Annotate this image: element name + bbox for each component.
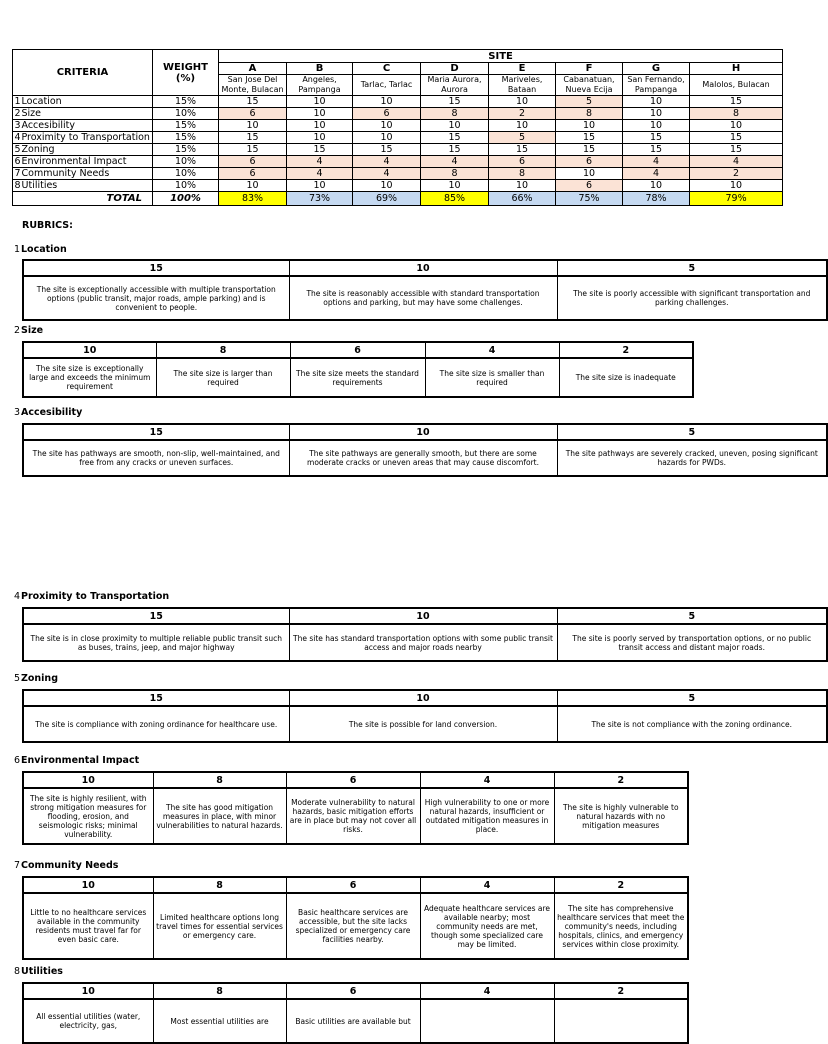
rubric-number: 4	[13, 591, 20, 602]
rubric-score: 5	[557, 424, 827, 440]
site-score: 4	[421, 156, 489, 168]
rubric-number: 8	[13, 966, 20, 977]
rubric-description	[420, 999, 554, 1043]
rubric-title: Zoning	[21, 673, 58, 684]
site-score: 15	[421, 96, 489, 108]
rubric-score: 10	[289, 424, 557, 440]
criterion-weight: 10%	[153, 168, 219, 180]
site-score: 8	[421, 168, 489, 180]
site-score: 10	[623, 96, 690, 108]
site-name: San Fernando, Pampanga	[623, 75, 690, 96]
site-score: 10	[489, 180, 556, 192]
site-score: 6	[219, 168, 287, 180]
site-score: 15	[353, 144, 421, 156]
site-score: 6	[489, 156, 556, 168]
site-score: 4	[353, 168, 421, 180]
site-letter: C	[353, 63, 421, 75]
rubric-score: 8	[153, 983, 286, 999]
criterion-name: Utilities	[22, 180, 153, 192]
rubric-number: 6	[13, 755, 20, 766]
site-score: 5	[489, 132, 556, 144]
site-letter: E	[489, 63, 556, 75]
rubric-description: The site is reasonably accessible with standard transportation options and parking, but may have some challenges.	[289, 276, 557, 320]
criteria-row	[13, 144, 783, 156]
criterion-weight: 10%	[153, 108, 219, 120]
site-name: San Jose Del Monte, Bulacan	[219, 75, 287, 96]
rubric-table-proximity-to-transportation	[22, 607, 828, 662]
site-score: 4	[287, 168, 353, 180]
rubrics-label: RUBRICS:	[22, 220, 73, 231]
rubric-description: The site size meets the standard requirements	[290, 358, 425, 397]
site-letter: F	[556, 63, 623, 75]
rubric-description: The site size is larger than required	[156, 358, 290, 397]
criteria-row	[13, 132, 783, 144]
site-score: 15	[219, 132, 287, 144]
site-letter: G	[623, 63, 690, 75]
rubric-description: Moderate vulnerability to natural hazards, basic mitigation efforts are in place but may not cover all risks.	[286, 788, 420, 844]
total-weight: 100%	[153, 192, 219, 206]
site-header: SITE	[219, 50, 783, 63]
site-score: 10	[489, 96, 556, 108]
rubric-score: 8	[156, 342, 290, 358]
criteria-table	[12, 49, 783, 206]
criterion-weight: 10%	[153, 180, 219, 192]
site-score: 4	[287, 156, 353, 168]
rubric-score: 4	[420, 983, 554, 999]
rubric-description: The site has comprehensive healthcare services that meet the community's needs, including hospitals, clinics, and emergency services within close proximity.	[554, 893, 688, 959]
criterion-name: Community Needs	[22, 168, 153, 180]
rubric-title: Proximity to Transportation	[21, 591, 170, 602]
criterion-name: Accesibility	[22, 120, 153, 132]
rubric-score: 2	[554, 983, 688, 999]
rubric-description: The site size is exceptionally large and exceeds the minimum requirement	[23, 358, 156, 397]
site-score: 10	[287, 120, 353, 132]
site-score: 10	[219, 180, 287, 192]
rubric-score: 15	[23, 260, 289, 276]
rubric-score: 10	[23, 877, 153, 893]
site-score: 15	[421, 132, 489, 144]
site-score: 10	[287, 132, 353, 144]
site-name: Tarlac, Tarlac	[353, 75, 421, 96]
site-letter: B	[287, 63, 353, 75]
site-score: 15	[690, 132, 783, 144]
rubric-title: Utilities	[21, 966, 63, 977]
rubric-title: Community Needs	[21, 860, 119, 871]
site-score: 10	[623, 108, 690, 120]
rubric-title-proximity-to-transportation	[13, 591, 169, 602]
rubric-description: The site is poorly accessible with significant transportation and parking challenges.	[557, 276, 827, 320]
criterion-weight: 15%	[153, 132, 219, 144]
site-score: 8	[690, 108, 783, 120]
rubric-description: High vulnerability to one or more natural hazards, insufficient or outdated mitigation measures in place.	[420, 788, 554, 844]
rubric-description: The site is exceptionally accessible with multiple transportation options (public transit, major roads, ample parking) and is convenient to people.	[23, 276, 289, 320]
criterion-weight: 15%	[153, 96, 219, 108]
rubric-description: The site is highly vulnerable to natural hazards with no mitigation measures	[554, 788, 688, 844]
criteria-row	[13, 96, 783, 108]
site-score: 6	[219, 108, 287, 120]
site-score: 15	[556, 144, 623, 156]
site-score: 10	[623, 180, 690, 192]
rubric-number: 5	[13, 673, 20, 684]
site-score: 6	[353, 108, 421, 120]
row-number: 6	[14, 156, 21, 167]
rubric-description	[554, 999, 688, 1043]
site-score: 10	[556, 168, 623, 180]
site-score: 8	[489, 168, 556, 180]
rubric-table-zoning	[22, 689, 828, 743]
rubric-description: Limited healthcare options long travel times for essential services or emergency care.	[153, 893, 286, 959]
rubric-score: 2	[554, 772, 688, 788]
site-letter: H	[690, 63, 783, 75]
total-row	[13, 192, 783, 206]
site-score: 4	[353, 156, 421, 168]
rubric-score: 4	[425, 342, 559, 358]
site-letter: A	[219, 63, 287, 75]
rubric-description: Basic utilities are available but	[286, 999, 420, 1043]
rubric-description: Adequate healthcare services are available nearby; most community needs are met, though some specialized care may be limited.	[420, 893, 554, 959]
site-score: 6	[556, 156, 623, 168]
criterion-name: Size	[22, 108, 153, 120]
site-name: Cabanatuan, Nueva Ecija	[556, 75, 623, 96]
rubric-score: 5	[557, 260, 827, 276]
site-score: 15	[219, 144, 287, 156]
rubric-title-accesibility	[13, 407, 82, 418]
site-total: 79%	[690, 192, 783, 206]
rubric-score: 4	[420, 772, 554, 788]
site-score: 10	[353, 96, 421, 108]
row-number: 8	[14, 180, 21, 191]
rubric-description: The site is possible for land conversion.	[289, 706, 557, 742]
site-score: 15	[556, 132, 623, 144]
site-score: 8	[556, 108, 623, 120]
site-name: Mariveles, Bataan	[489, 75, 556, 96]
site-letter: D	[421, 63, 489, 75]
criterion-name: Environmental Impact	[22, 156, 153, 168]
criterion-weight: 10%	[153, 156, 219, 168]
site-name: Maria Aurora, Aurora	[421, 75, 489, 96]
site-score: 2	[690, 168, 783, 180]
criteria-row	[13, 120, 783, 132]
rubric-table-location	[22, 259, 828, 321]
rubric-score: 10	[289, 690, 557, 706]
site-score: 10	[690, 180, 783, 192]
rubric-score: 15	[23, 608, 289, 624]
site-score: 15	[690, 96, 783, 108]
rubric-title: Environmental Impact	[21, 755, 140, 766]
site-name: Angeles, Pampanga	[287, 75, 353, 96]
rubric-title-community-needs	[13, 860, 118, 871]
rubric-title-location	[13, 244, 67, 255]
rubric-table-community-needs	[22, 876, 689, 960]
site-score: 10	[287, 108, 353, 120]
site-score: 4	[623, 156, 690, 168]
rubric-description: Most essential utilities are	[153, 999, 286, 1043]
site-score: 10	[623, 120, 690, 132]
rubric-score: 10	[23, 772, 153, 788]
criteria-header: CRITERIA	[13, 50, 153, 96]
site-score: 10	[353, 120, 421, 132]
total-label: TOTAL	[13, 192, 153, 206]
rubric-number: 2	[13, 325, 20, 336]
site-name: Malolos, Bulacan	[690, 75, 783, 96]
rubric-score: 2	[554, 877, 688, 893]
site-total: 85%	[421, 192, 489, 206]
rubric-description: The site size is inadequate	[559, 358, 693, 397]
site-total: 83%	[219, 192, 287, 206]
site-score: 6	[556, 180, 623, 192]
rubric-description: The site has standard transportation options with some public transit access and major roads nearby	[289, 624, 557, 661]
rubric-number: 1	[13, 244, 20, 255]
site-score: 15	[690, 144, 783, 156]
row-number: 4	[14, 132, 21, 143]
rubric-score: 4	[420, 877, 554, 893]
rubric-score: 6	[290, 342, 425, 358]
rubric-score: 15	[23, 424, 289, 440]
rubric-score: 10	[23, 983, 153, 999]
rubric-title: Accesibility	[21, 407, 83, 418]
rubric-score: 6	[286, 772, 420, 788]
rubric-score: 10	[23, 342, 156, 358]
row-number: 3	[14, 120, 21, 131]
site-total: 66%	[489, 192, 556, 206]
rubric-description: The site is in close proximity to multiple reliable public transit such as buses, trains, jeep, and major highway	[23, 624, 289, 661]
site-score: 15	[421, 144, 489, 156]
rubric-description: Basic healthcare services are accessible, but the site lacks specialized or emergency care facilities nearby.	[286, 893, 420, 959]
rubric-score: 10	[289, 260, 557, 276]
site-score: 6	[219, 156, 287, 168]
rubric-score: 6	[286, 877, 420, 893]
rubric-table-environmental-impact	[22, 771, 689, 845]
rubric-description: Little to no healthcare services available in the community residents must travel far for even basic care.	[23, 893, 153, 959]
rubric-score: 10	[289, 608, 557, 624]
rubric-score: 5	[557, 690, 827, 706]
row-number: 7	[14, 168, 21, 179]
rubric-description: The site is highly resilient, with strong mitigation measures for flooding, erosion, and seismologic risks; minimal vulnerability.	[23, 788, 153, 844]
site-score: 2	[489, 108, 556, 120]
site-score: 15	[623, 132, 690, 144]
site-score: 15	[287, 144, 353, 156]
rubric-score: 15	[23, 690, 289, 706]
rubric-score: 6	[286, 983, 420, 999]
criterion-weight: 15%	[153, 120, 219, 132]
site-score: 8	[421, 108, 489, 120]
rubric-title-size	[13, 325, 43, 336]
rubric-score: 8	[153, 877, 286, 893]
site-score: 10	[353, 132, 421, 144]
criteria-row	[13, 180, 783, 192]
site-score: 15	[219, 96, 287, 108]
weight-header: WEIGHT (%)	[153, 50, 219, 96]
site-score: 10	[287, 96, 353, 108]
site-score: 10	[489, 120, 556, 132]
rubric-description: The site size is smaller than required	[425, 358, 559, 397]
site-total: 73%	[287, 192, 353, 206]
rubric-score: 5	[557, 608, 827, 624]
criterion-weight: 15%	[153, 144, 219, 156]
site-total: 75%	[556, 192, 623, 206]
rubric-description: The site has good mitigation measures in place, with minor vulnerabilities to natural hazards.	[153, 788, 286, 844]
site-score: 15	[623, 144, 690, 156]
site-score: 4	[690, 156, 783, 168]
site-score: 4	[623, 168, 690, 180]
criterion-name: Zoning	[22, 144, 153, 156]
site-total: 78%	[623, 192, 690, 206]
row-number: 2	[14, 108, 21, 119]
rubric-title: Location	[21, 244, 67, 255]
site-total: 69%	[353, 192, 421, 206]
rubric-title-environmental-impact	[13, 755, 139, 766]
site-score: 10	[421, 180, 489, 192]
rubric-number: 3	[13, 407, 20, 418]
rubric-description: The site is compliance with zoning ordinance for healthcare use.	[23, 706, 289, 742]
rubric-description: The site is not compliance with the zoning ordinance.	[557, 706, 827, 742]
row-number: 5	[14, 144, 21, 155]
site-score: 10	[556, 120, 623, 132]
rubric-score: 8	[153, 772, 286, 788]
site-score: 5	[556, 96, 623, 108]
rubric-title-utilities	[13, 966, 63, 977]
row-number: 1	[14, 96, 21, 107]
site-score: 10	[287, 180, 353, 192]
rubric-description: The site pathways are severely cracked, uneven, posing significant hazards for PWDs.	[557, 440, 827, 476]
rubric-description: The site has pathways are smooth, non-slip, well-maintained, and free from any cracks or uneven surfaces.	[23, 440, 289, 476]
site-score: 15	[489, 144, 556, 156]
criteria-row	[13, 108, 783, 120]
criteria-row	[13, 156, 783, 168]
criteria-row	[13, 168, 783, 180]
site-score: 10	[219, 120, 287, 132]
site-score: 10	[421, 120, 489, 132]
rubric-description: All essential utilities (water, electricity, gas,	[23, 999, 153, 1043]
site-score: 10	[353, 180, 421, 192]
rubric-number: 7	[13, 860, 20, 871]
site-score: 10	[690, 120, 783, 132]
rubric-description: The site is poorly served by transportation options, or no public transit access and distant major roads.	[557, 624, 827, 661]
rubric-table-accesibility	[22, 423, 828, 477]
criterion-name: Location	[22, 96, 153, 108]
rubric-description: The site pathways are generally smooth, but there are some moderate cracks or uneven areas that may cause discomfort.	[289, 440, 557, 476]
criterion-name: Proximity to Transportation	[22, 132, 153, 144]
rubric-table-utilities	[22, 982, 689, 1044]
rubric-title-zoning	[13, 673, 58, 684]
rubric-table-size	[22, 341, 694, 398]
rubric-title: Size	[21, 325, 44, 336]
rubric-score: 2	[559, 342, 693, 358]
